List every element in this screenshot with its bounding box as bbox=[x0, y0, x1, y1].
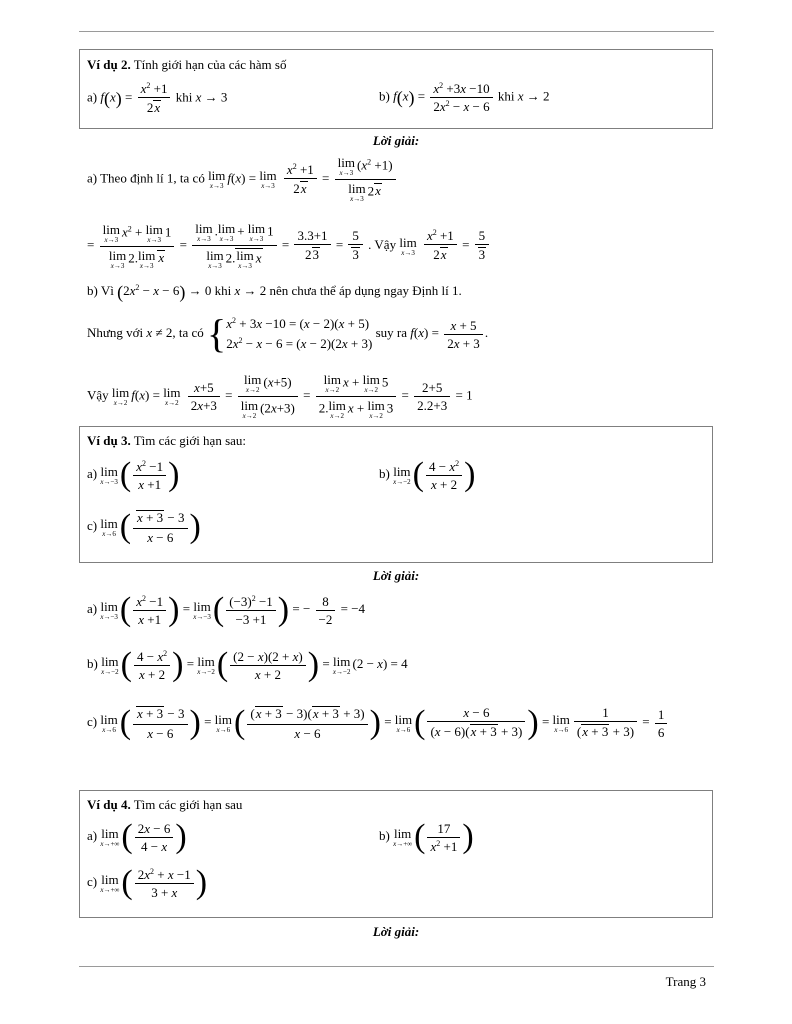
footer-rule bbox=[79, 966, 714, 967]
solution-2a-line-2: = lim x→3 $x^2 + \lim$ x→3 1 lim x→3 2.lim x→3 x = lim x→3 .lim x→3 + lim x→3 1 lim x→3 2.lim x→3 x = $\frac{3.3+1}{23}$ = $\frac{5}{3}$ . Vậy lim x→3 $\frac{x^2 +1}{2x}$ = $\frac{5}{3}$ bbox=[87, 222, 491, 270]
solution-3b: b) lim x→−2 ( $\frac{4 - x^2}{x + 2}$ ) = lim x→−2 ( $\frac{(2 - x)(2 + x)}{x + 2}$ ) = lim x→−2 (2 − x) = 4 bbox=[87, 646, 408, 683]
header-rule bbox=[79, 31, 714, 32]
solution-2b-line-3: Vậy lim x→2 f(x) = lim x→2 $\frac{x+5}{2x+3}$ = lim x→2 (x+5) lim x→2 (2x+3) = lim x→2 x + lim x→2 5 2.lim x→2 x + lim x→2 3 = $\frac{2+5}{2.2+3}$ = 1 bbox=[87, 372, 473, 420]
solution-3-heading: Lời giải: bbox=[372, 568, 420, 583]
example-3-part-b: b) lim x→−2 ( $\frac{4 - x^2}{x + 2}$ ) bbox=[379, 456, 476, 493]
solution-2b-line-2: Nhưng với x ≠ 2, ta có { $x^2 + 3x -10 = (x - 2)(x + 5)$ $2x^2 - x - 6 = (x - 2)(2x + 3)$ suy ra f(x) = $\frac{x + 5}{2x + 3}$ . bbox=[87, 311, 489, 356]
example-4-part-c: c) lim x→+∞ ( $\frac{2x^2 + x -1}{3 + x}$ ) bbox=[87, 864, 208, 901]
example-2-part-a: a) f(x) = $\frac{x^2 +1}{2x}$ khi x → 3 bbox=[87, 81, 228, 115]
solution-4-heading: Lời giải: bbox=[372, 924, 420, 939]
example-4-heading: Ví dụ 4. Tìm các giới hạn sau bbox=[87, 797, 243, 812]
example-3-part-a: a) lim x→−3 ( $\frac{x^2 -1}{x +1}$ ) bbox=[87, 456, 180, 493]
solution-2-heading: Lời giải: bbox=[372, 133, 420, 148]
example-3-part-c: c) lim x→6 ( $\frac{x + 3 - 3}{x - 6}$ ) bbox=[87, 508, 201, 545]
page-number: Trang 3 bbox=[665, 974, 706, 989]
example-4-part-a: a) lim x→+∞ ( $\frac{2x - 6}{4 - x}$ ) bbox=[87, 818, 187, 855]
example-2-heading: Ví dụ 2. Tính giới hạn của các hàm số bbox=[87, 57, 287, 72]
solution-2b-line-1: b) Vì $(2x^2 - x - 6) \to 0$ khi x → 2 nên chưa thể áp dụng ngay Định lí 1. bbox=[87, 282, 462, 302]
example-2-part-b: b) f(x) = $\frac{x^2 +3x -10}{2x^2 - x - 6}$ khi x → 2 bbox=[379, 81, 550, 114]
solution-3a: a) lim x→−3 ( $\frac{x^2 -1}{x +1}$ ) = lim x→−3 ( $\frac{(-3)^2 -1}{-3 +1}$ ) = − $\frac{8}{-2}$ = −4 bbox=[87, 591, 366, 628]
solution-3c: c) lim x→6 ( $\frac{x + 3 - 3}{x - 6}$ ) = lim x→6 ( $\frac{(x + 3 - 3)(x + 3 + 3)}{x - 6}$ ) = lim x→6 ( $\frac{x - 6}{(x - 6)(x + 3 + 3)}$ ) = lim x→6 $\frac{1}{(x + 3 + 3)}$ = $\frac{1}{6}$ bbox=[87, 706, 669, 740]
example-3-heading: Ví dụ 3. Tìm các giới hạn sau: bbox=[87, 433, 247, 448]
solution-2a-line-1: a) Theo định lí 1, ta có lim x→3 f(x) = lim x→3 $\frac{x^2 +1}{2x}$ = lim x→3 $(x^2 +1)$ lim x→3 2x bbox=[87, 156, 398, 203]
example-4-part-b: b) lim x→+∞ ( $\frac{17}{x^2 +1}$ ) bbox=[379, 818, 474, 855]
